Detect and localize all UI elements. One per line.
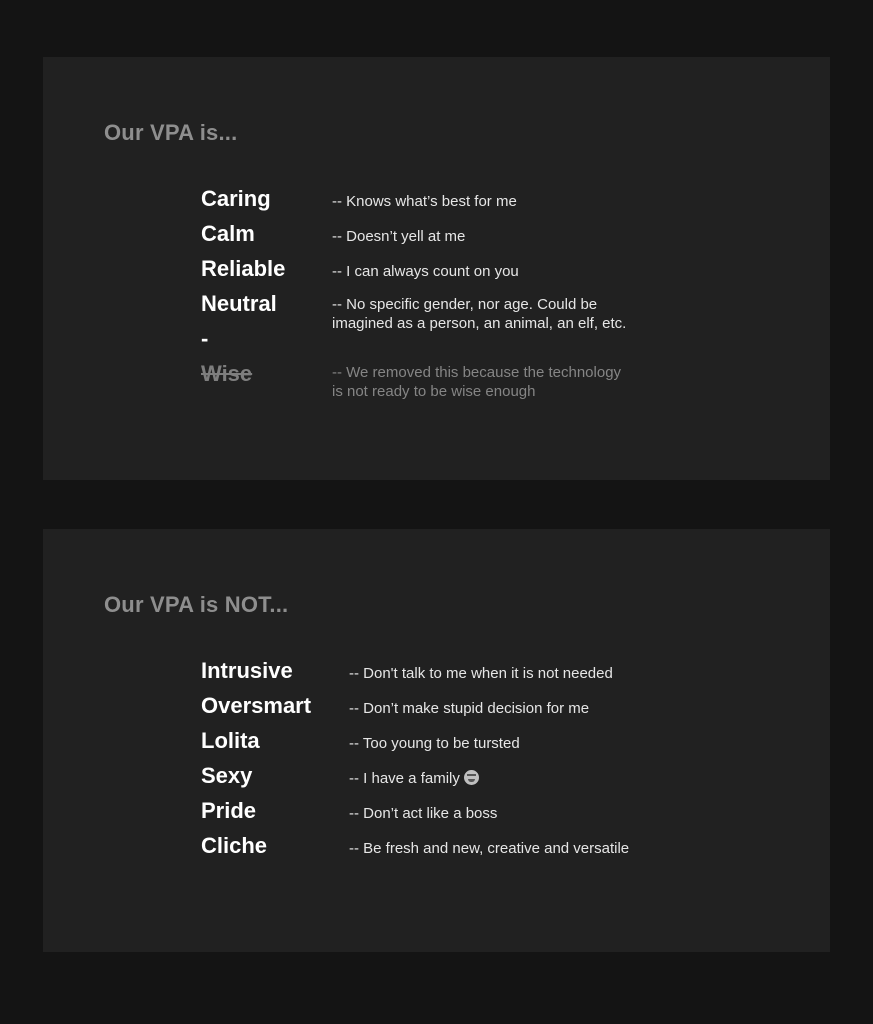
trait-word: Neutral: [201, 291, 277, 316]
trait-word: Reliable: [201, 256, 286, 281]
trait-word: Pride: [201, 798, 257, 823]
section-heading: Our VPA is...: [104, 120, 238, 145]
vpa-is-card: [43, 57, 830, 480]
trait-description: -- Don't talk to me when it is not needed: [349, 665, 613, 682]
trait-description: -- Don’t make stupid decision for me: [349, 700, 590, 717]
trait-separator: -: [201, 326, 209, 351]
description-line: is not ready to be wise enough: [332, 383, 536, 400]
vpa-is-not-card: [43, 529, 830, 952]
trait-word: Lolita: [201, 728, 260, 753]
trait-word: Sexy: [201, 763, 253, 788]
section-heading: Our VPA is NOT...: [104, 592, 289, 617]
trait-word: Oversmart: [201, 693, 312, 718]
description-line: -- No specific gender, nor age. Could be: [332, 296, 598, 313]
description-text: -- I have a family: [349, 770, 460, 787]
trait-description: -- Too young to be tursted: [349, 735, 520, 752]
trait-word: Cliche: [201, 833, 268, 858]
trait-description: [332, 363, 621, 401]
trait-description: -- Be fresh and new, creative and versatile: [349, 840, 630, 857]
trait-description: -- Doesn’t yell at me: [332, 228, 466, 245]
trait-description: -- Knows what’s best for me: [332, 193, 517, 210]
trait-word: Calm: [201, 221, 255, 246]
description-line: imagined as a person, an animal, an elf, etc.: [332, 315, 627, 332]
trait-word-struck: Wise: [201, 361, 253, 386]
trait-description: [332, 295, 626, 333]
trait-description: [349, 769, 479, 788]
trait-word: Caring: [201, 186, 271, 211]
trait-description: -- I can always count on you: [332, 263, 519, 280]
trait-description: -- Don’t act like a boss: [349, 805, 498, 822]
grimacing-face-icon: [464, 770, 479, 785]
trait-word: Intrusive: [201, 658, 293, 683]
description-line: -- We removed this because the technology: [332, 364, 622, 381]
